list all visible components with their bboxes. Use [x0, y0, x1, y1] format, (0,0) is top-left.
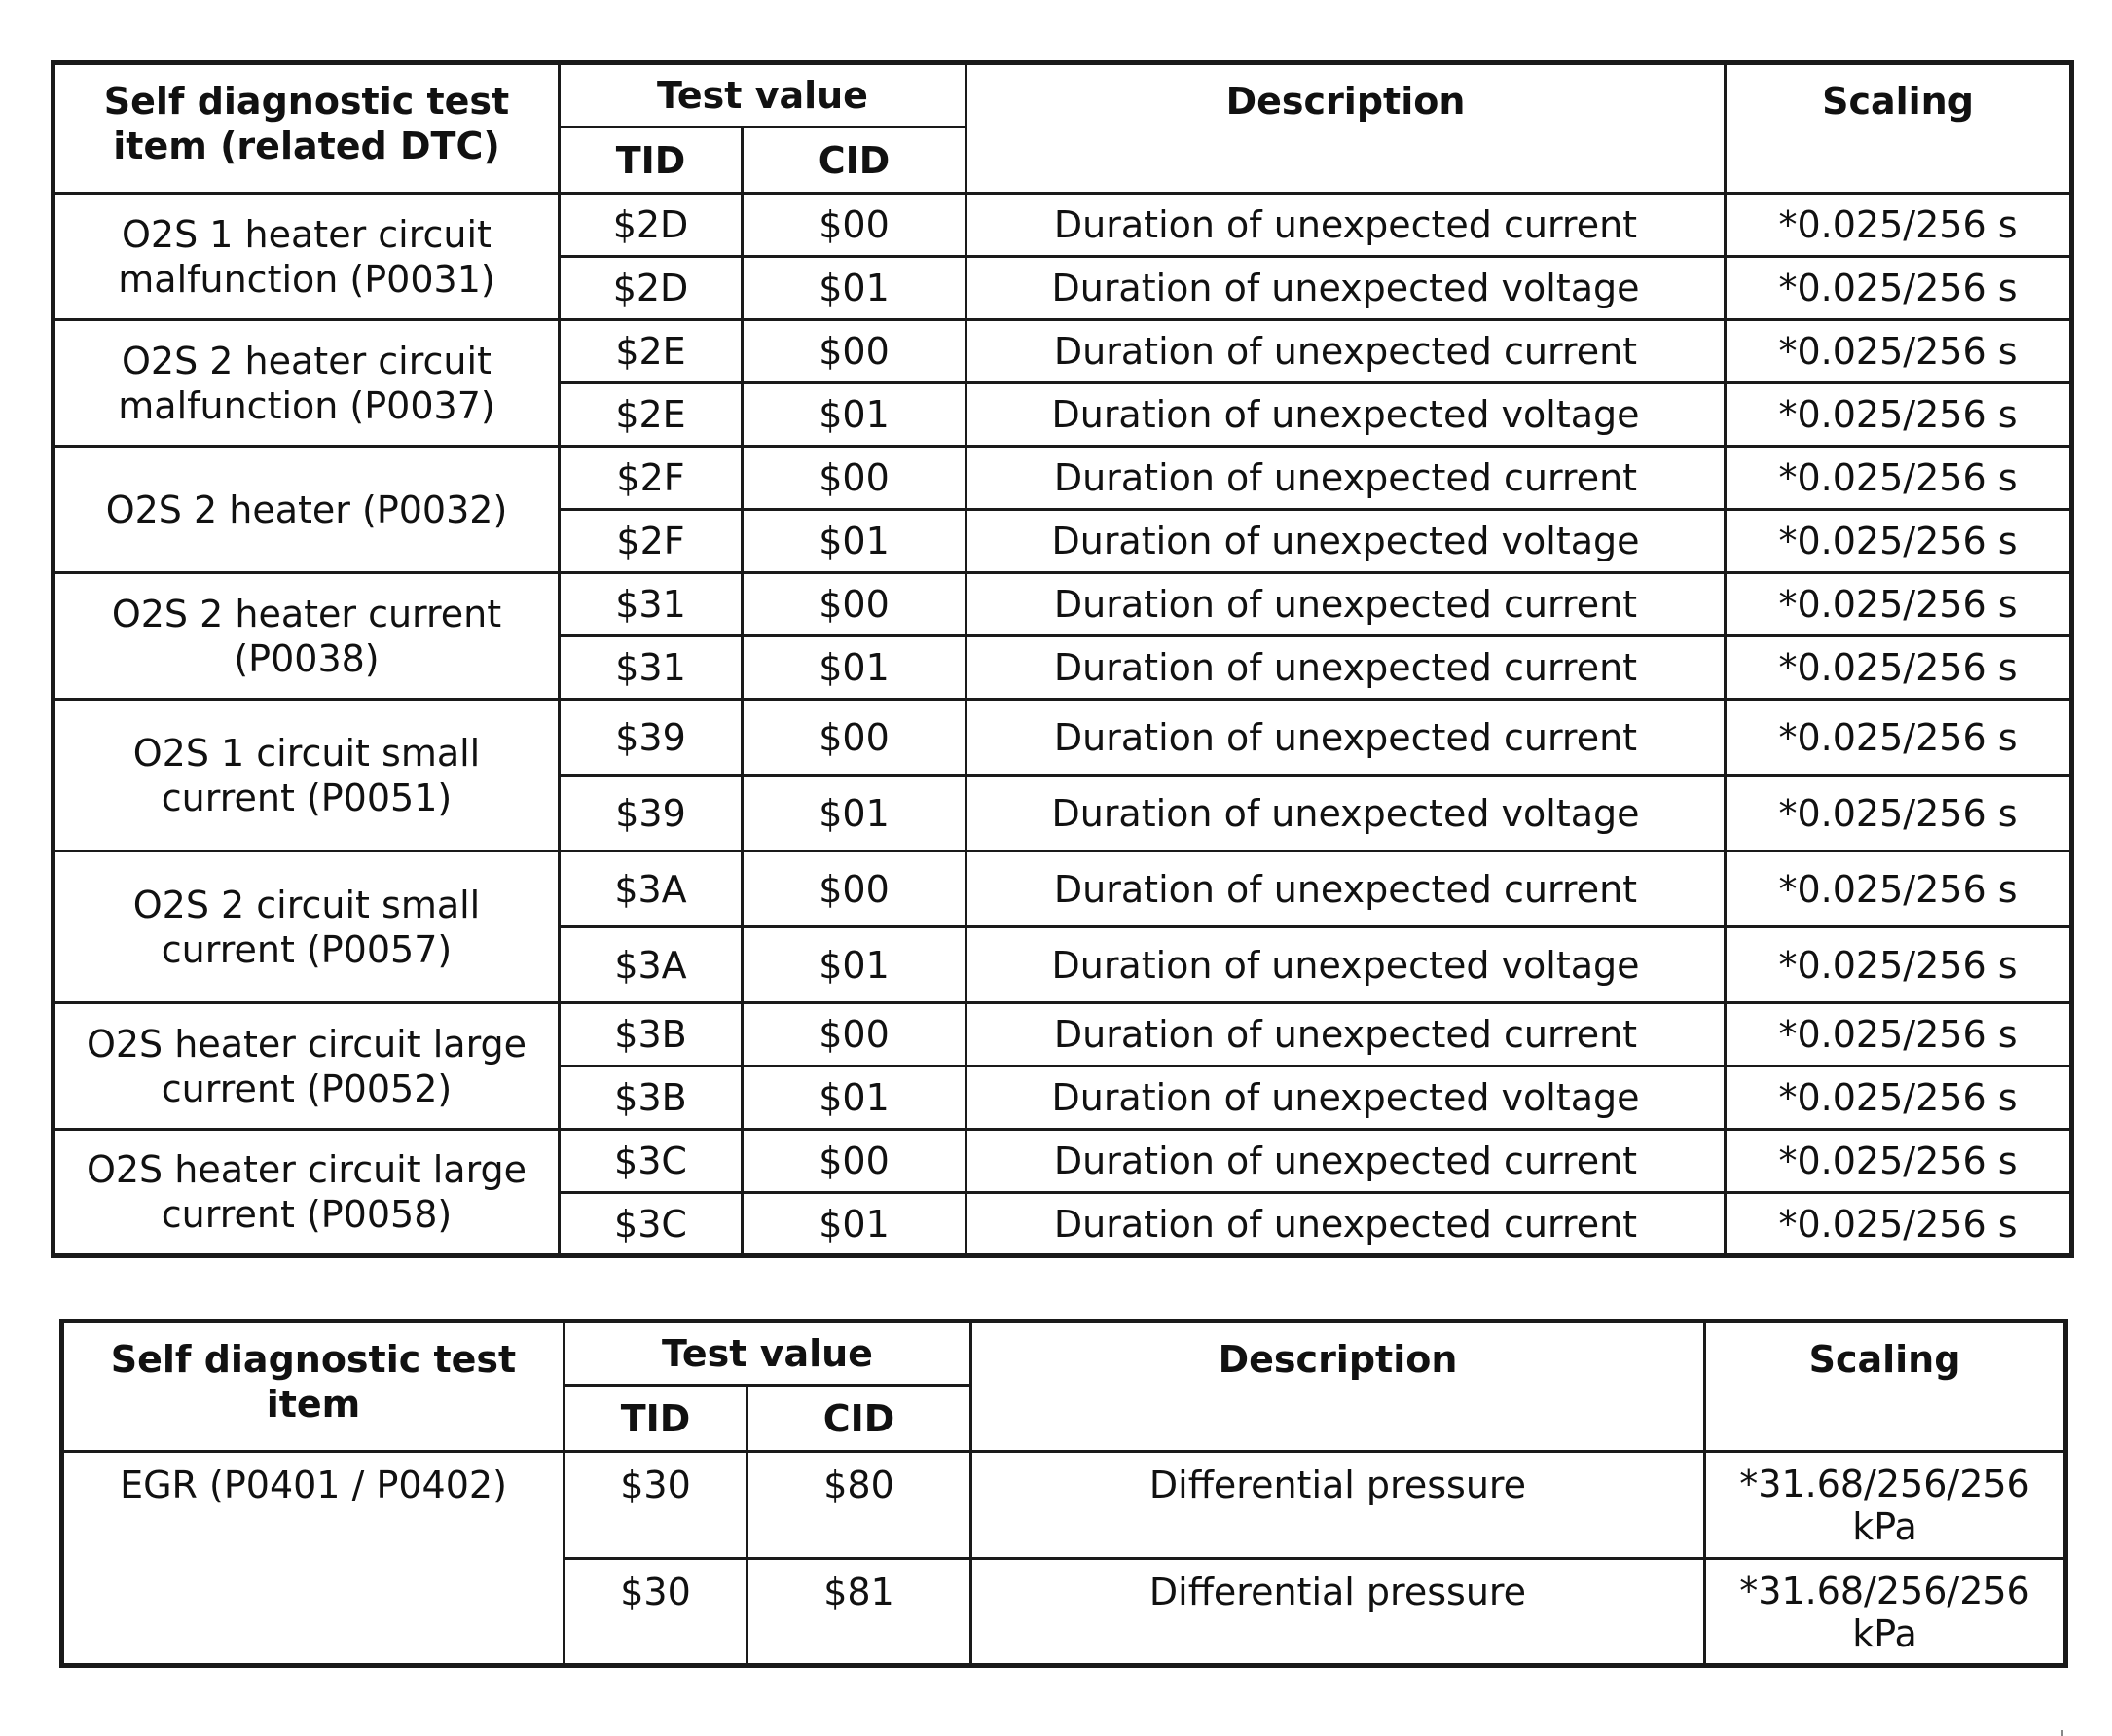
scaling-cell: *0.025/256 s — [1726, 447, 2072, 510]
header-tid: TID — [560, 127, 743, 194]
cid-cell: $00 — [743, 320, 966, 383]
tid-cell: $39 — [560, 700, 743, 776]
scaling-cell: *0.025/256 s — [1726, 510, 2072, 573]
description-cell: Duration of unexpected current — [966, 1003, 1726, 1067]
egr-test-table — [59, 1319, 2068, 1668]
description-cell: Duration of unexpected current — [966, 700, 1726, 776]
tid-cell: $30 — [564, 1452, 747, 1559]
description-cell: Duration of unexpected voltage — [966, 510, 1726, 573]
header-scaling: Scaling — [1726, 63, 2072, 194]
tid-cell: $39 — [560, 776, 743, 851]
scaling-cell: *0.025/256 s — [1726, 1003, 2072, 1067]
header-test-value: Test value — [560, 63, 966, 127]
cid-cell: $01 — [743, 1193, 966, 1256]
description-cell: Differential pressure — [971, 1452, 1705, 1559]
cid-cell: $00 — [743, 851, 966, 927]
cid-cell: $81 — [747, 1559, 971, 1666]
cid-cell: $01 — [743, 510, 966, 573]
description-cell: Duration of unexpected voltage — [966, 927, 1726, 1003]
table-row — [54, 700, 2072, 776]
cid-cell: $01 — [743, 383, 966, 447]
test-item-cell: O2S heater circuit large current (P0058) — [54, 1130, 560, 1256]
description-cell: Duration of unexpected voltage — [966, 1067, 1726, 1130]
tid-cell: $3A — [560, 927, 743, 1003]
cid-cell: $00 — [743, 1003, 966, 1067]
cid-cell: $00 — [743, 573, 966, 636]
scaling-cell: *0.025/256 s — [1726, 320, 2072, 383]
scaling-cell: *31.68/256/256 kPa — [1705, 1559, 2066, 1666]
scaling-cell: *0.025/256 s — [1726, 383, 2072, 447]
table-row — [54, 1130, 2072, 1193]
tid-cell: $3C — [560, 1130, 743, 1193]
scaling-cell: *0.025/256 s — [1726, 776, 2072, 851]
header-cid: CID — [743, 127, 966, 194]
cid-cell: $00 — [743, 1130, 966, 1193]
cid-cell: $00 — [743, 447, 966, 510]
tid-cell: $30 — [564, 1559, 747, 1666]
tid-cell: $2E — [560, 383, 743, 447]
table-row — [62, 1452, 2066, 1559]
tid-cell: $3A — [560, 851, 743, 927]
cid-cell: $01 — [743, 776, 966, 851]
table-row — [54, 1003, 2072, 1067]
tid-cell: $2D — [560, 257, 743, 320]
cid-cell: $01 — [743, 927, 966, 1003]
scaling-cell: *0.025/256 s — [1726, 194, 2072, 257]
test-item-cell: O2S 1 circuit small current (P0051) — [54, 700, 560, 851]
description-cell: Duration of unexpected current — [966, 447, 1726, 510]
description-cell: Duration of unexpected voltage — [966, 383, 1726, 447]
description-cell: Duration of unexpected voltage — [966, 257, 1726, 320]
table-row — [54, 194, 2072, 257]
tid-cell: $31 — [560, 573, 743, 636]
test-item-cell: EGR (P0401 / P0402) — [62, 1452, 564, 1666]
table-row — [54, 851, 2072, 927]
header-item: Self diagnostic test item — [62, 1321, 564, 1452]
scaling-cell: *0.025/256 s — [1726, 927, 2072, 1003]
test-item-cell: O2S 2 heater current (P0038) — [54, 573, 560, 700]
tid-cell: $3B — [560, 1067, 743, 1130]
tid-cell: $2F — [560, 447, 743, 510]
description-cell: Duration of unexpected current — [966, 320, 1726, 383]
tid-cell: $2D — [560, 194, 743, 257]
scaling-cell: *0.025/256 s — [1726, 851, 2072, 927]
header-tid: TID — [564, 1386, 747, 1452]
description-cell: Duration of unexpected current — [966, 1130, 1726, 1193]
test-item-cell: O2S 1 heater circuit malfunction (P0031) — [54, 194, 560, 320]
description-cell: Duration of unexpected current — [966, 194, 1726, 257]
description-cell: Duration of unexpected current — [966, 1193, 1726, 1256]
description-cell: Duration of unexpected current — [966, 573, 1726, 636]
scaling-cell: *0.025/256 s — [1726, 1193, 2072, 1256]
cid-cell: $01 — [743, 1067, 966, 1130]
header-cid: CID — [747, 1386, 971, 1452]
header-test-value: Test value — [564, 1321, 971, 1386]
scaling-cell: *31.68/256/256 kPa — [1705, 1452, 2066, 1559]
cid-cell: $00 — [743, 700, 966, 776]
test-item-cell: O2S 2 heater circuit malfunction (P0037) — [54, 320, 560, 447]
test-item-cell: O2S 2 circuit small current (P0057) — [54, 851, 560, 1003]
table-row — [54, 573, 2072, 636]
tid-cell: $3C — [560, 1193, 743, 1256]
description-cell: Differential pressure — [971, 1559, 1705, 1666]
cid-cell: $01 — [743, 636, 966, 700]
scaling-cell: *0.025/256 s — [1726, 573, 2072, 636]
tid-cell: $2E — [560, 320, 743, 383]
scaling-cell: *0.025/256 s — [1726, 257, 2072, 320]
scaling-cell: *0.025/256 s — [1726, 700, 2072, 776]
test-item-cell: O2S heater circuit large current (P0052) — [54, 1003, 560, 1130]
cid-cell: $00 — [743, 194, 966, 257]
description-cell: Duration of unexpected current — [966, 636, 1726, 700]
header-scaling: Scaling — [1705, 1321, 2066, 1452]
header-item: Self diagnostic test item (related DTC) — [54, 63, 560, 194]
scaling-cell: *0.025/256 s — [1726, 636, 2072, 700]
table-row — [54, 447, 2072, 510]
header-description: Description — [966, 63, 1726, 194]
scaling-cell: *0.025/256 s — [1726, 1067, 2072, 1130]
tid-cell: $31 — [560, 636, 743, 700]
table-row — [54, 320, 2072, 383]
header-description: Description — [971, 1321, 1705, 1452]
test-item-cell: O2S 2 heater (P0032) — [54, 447, 560, 573]
dtc-test-table — [51, 60, 2074, 1258]
cid-cell: $80 — [747, 1452, 971, 1559]
description-cell: Duration of unexpected voltage — [966, 776, 1726, 851]
description-cell: Duration of unexpected current — [966, 851, 1726, 927]
tid-cell: $3B — [560, 1003, 743, 1067]
scan-mark — [2061, 1730, 2063, 1736]
tid-cell: $2F — [560, 510, 743, 573]
scaling-cell: *0.025/256 s — [1726, 1130, 2072, 1193]
cid-cell: $01 — [743, 257, 966, 320]
